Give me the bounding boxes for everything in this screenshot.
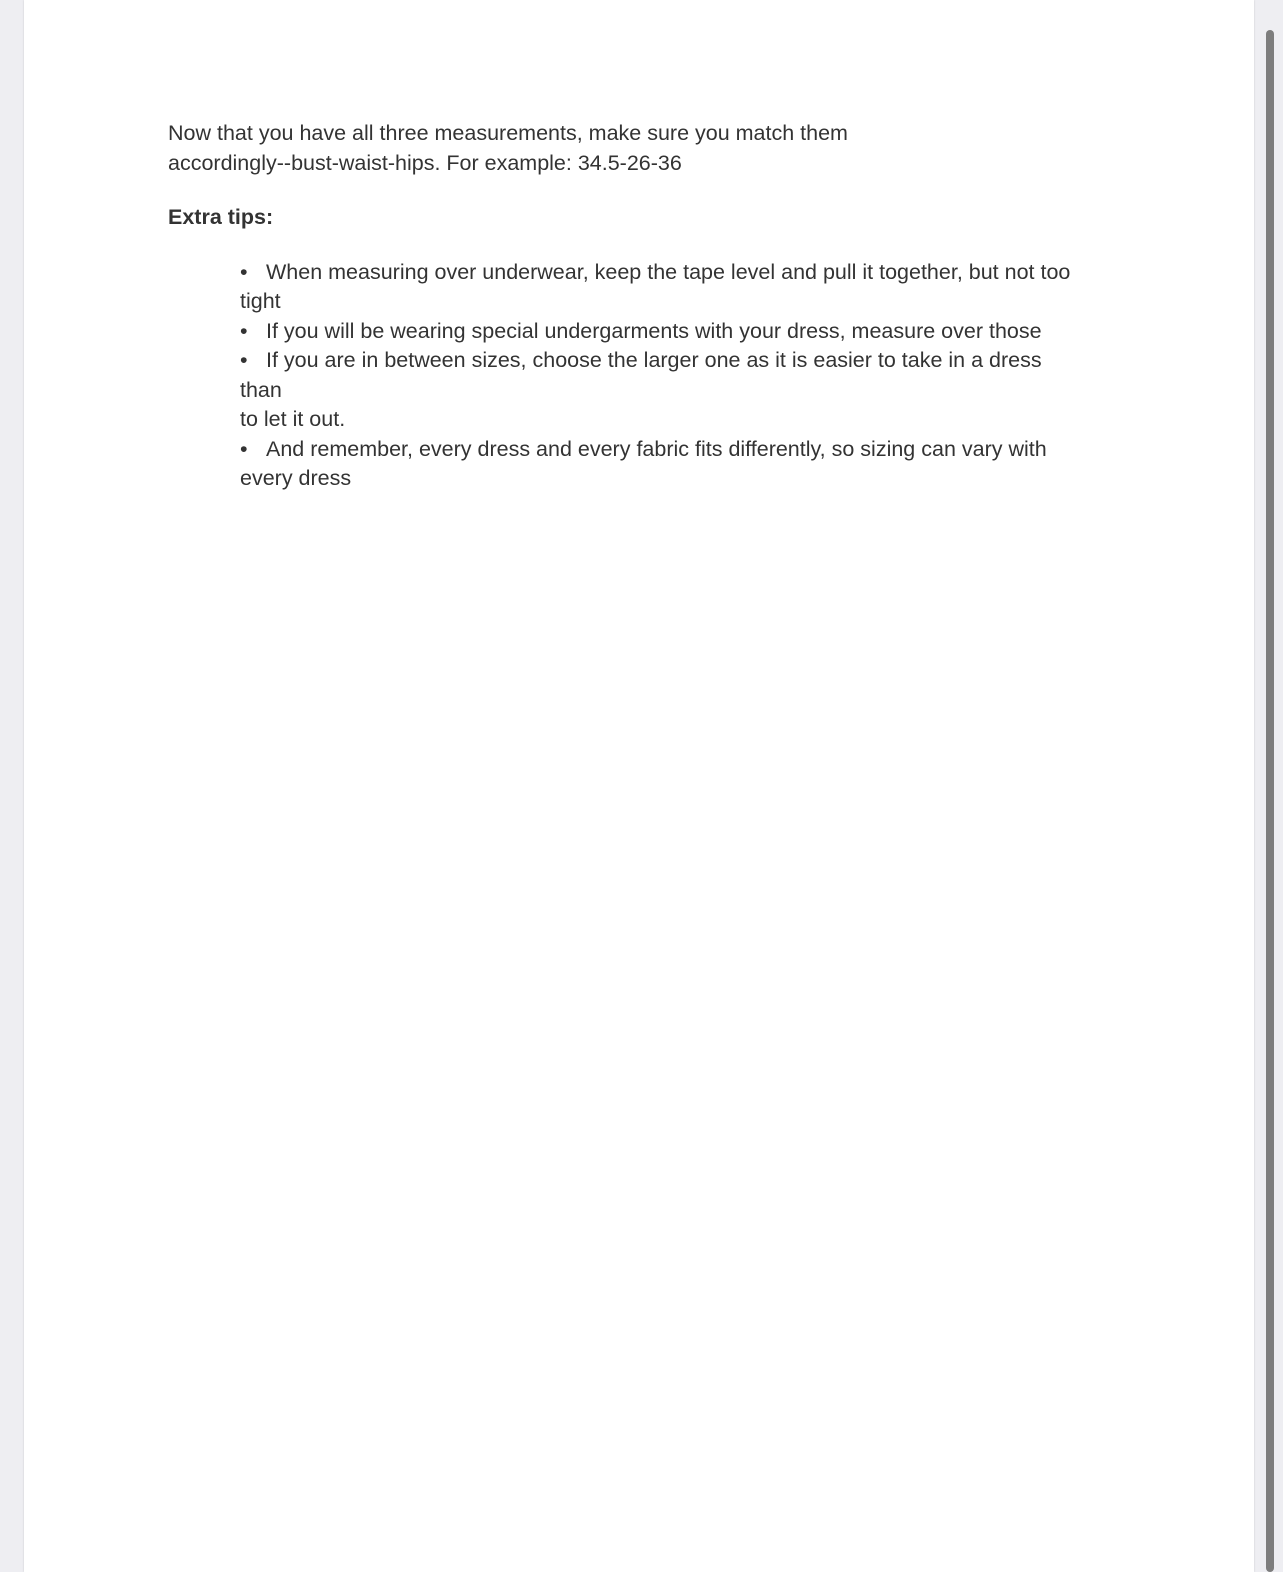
page-content xyxy=(168,119,1128,494)
bullet-icon: • xyxy=(240,348,248,372)
intro-paragraph: Now that you have all three measurements, make sure you match them accordingly--bust-waist-hips. For example: 34.5-26-36 xyxy=(168,121,848,175)
bullet-icon: • xyxy=(240,436,248,461)
document-page xyxy=(24,0,1254,1572)
tips-heading: Extra tips: xyxy=(168,205,274,229)
list-item xyxy=(240,258,1128,317)
tip-text: And remember, every dress and every fabric fits differently, so sizing can vary with every dress xyxy=(240,436,1047,490)
tip-text: If you are in between sizes, choose the larger one as it is easier to take in a dress than to let it out. xyxy=(240,348,1042,431)
list-item xyxy=(240,317,1128,347)
vertical-scrollbar[interactable] xyxy=(1261,0,1283,1572)
tips-list xyxy=(240,258,1128,494)
list-item xyxy=(240,346,1128,435)
bullet-icon: • xyxy=(240,318,248,343)
tip-text: If you will be wearing special undergarments with your dress, measure over those xyxy=(266,318,1042,343)
tip-text: When measuring over underwear, keep the tape level and pull it together, but not too tight xyxy=(240,259,1071,313)
bullet-icon: • xyxy=(240,259,248,284)
scrollbar-thumb[interactable] xyxy=(1266,30,1274,1572)
list-item xyxy=(240,435,1128,494)
